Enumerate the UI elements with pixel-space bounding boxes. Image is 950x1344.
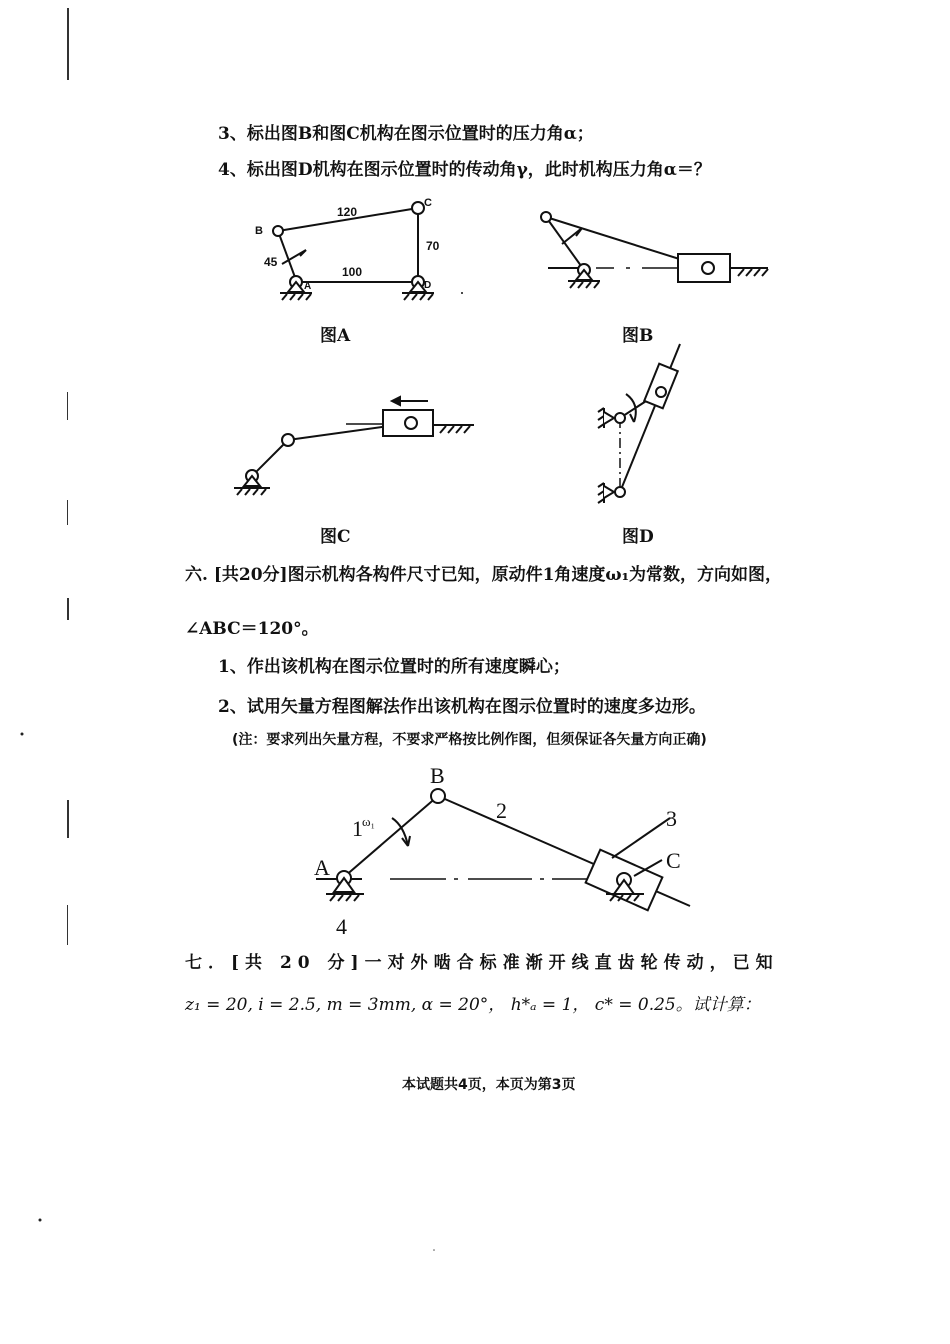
q5-item3: 3、标出图B和图C机构在图示位置时的压力角α； [218,124,594,144]
q6-label-link2: 2 [496,798,507,823]
fig-a-label-d: D [424,280,432,291]
q6-item1: 1、作出该机构在图示位置时的所有速度瞬心； [218,657,570,677]
q6-label-link3: 3 [666,806,677,831]
q6-label-link1: 1 [352,816,363,841]
fig-a-label-b: B [255,225,263,237]
q7-params: z₁ = 20, i = 2.5, m = 3mm, α = 20°， h*ₐ = 1， c* = 0.25。试计算： [185,995,761,1015]
q6-label-link4: 4 [336,914,347,939]
fig-a-dim-ab: 45 [264,255,278,269]
q5-item4: 4、标出图D机构在图示位置时的传动角γ，此时机构压力角α＝？ [218,160,711,180]
page-footer: 本试题共4页，本页为第3页 [402,1077,576,1093]
q6-label-a: A [314,855,330,880]
q6-label-omega: ω₁ [362,814,376,829]
fig-a-caption: 图A [320,326,351,346]
q6-note: (注：要求列出矢量方程，不要求严格按比例作图，但须保证各矢量方向正确) [232,732,707,748]
fig-a-dim-cd: 70 [426,239,440,253]
fig-d-caption: 图D [622,527,654,547]
q6-angle: ∠ABC＝120°。 [185,619,319,639]
fig-a-label-a: A [304,281,312,292]
fig-a-dim-ad: 100 [342,265,363,279]
q6-heading: 六. [共20分]图示机构各构件尺寸已知，原动件1角速度ω₁为常数，方向如图， [185,565,783,585]
fig-c-caption: 图C [320,527,351,547]
fig-a-dim-bc: 120 [337,205,358,219]
q7-heading: 七．[共 20 分]一对外啮合标准渐开线直齿轮传动，已知 [185,953,779,973]
q6-item2: 2、试用矢量方程图解法作出该机构在图示位置时的速度多边形。 [218,697,706,717]
q6-label-c: C [666,848,681,873]
fig-b-caption: 图B [622,326,654,346]
q6-label-b: B [430,763,445,788]
fig-a-label-c: C [424,197,432,209]
